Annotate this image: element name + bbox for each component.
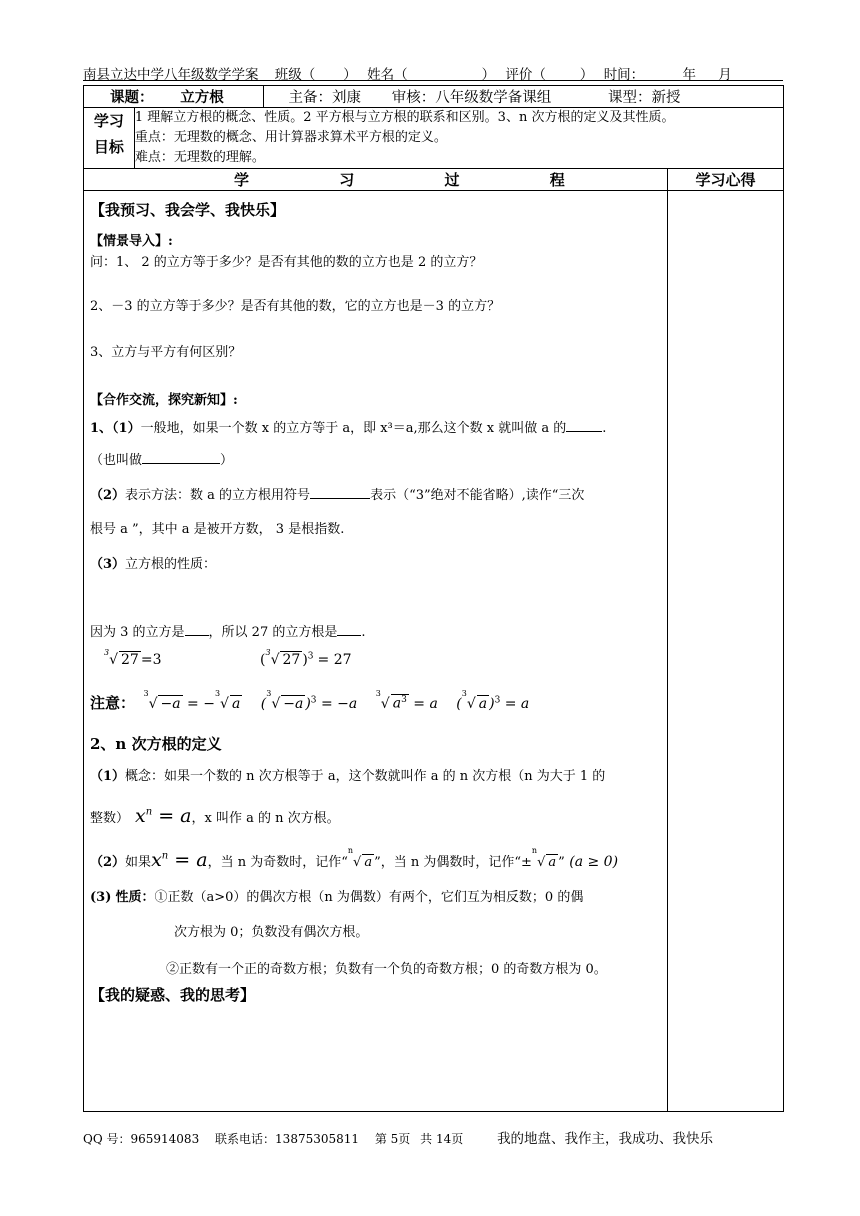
goal-line-3: 难点：无理数的理解。 bbox=[134, 150, 265, 165]
example-cube-root: $^3$√ 27 =3 bbox=[104, 648, 162, 668]
nth-property-1b: 次方根为 0；负数没有偶次方根。 bbox=[174, 925, 369, 940]
answer-blank[interactable] bbox=[185, 623, 209, 636]
phone-number: 联系电话：13875305811 bbox=[215, 1132, 360, 1146]
goals-label: 学习 目标 bbox=[84, 108, 135, 169]
year-label: 年 bbox=[682, 67, 696, 83]
nth-definition-1: （1）概念：如果一个数的 n 次方根等于 a，这个数就叫作 a 的 n 次方根（n 为大于 1 的 bbox=[90, 769, 606, 784]
class-label: 班级（ bbox=[274, 67, 316, 83]
lesson-type: 课型：新授 bbox=[608, 90, 681, 106]
nth-property-1: (3) 性质：①正数（a>0）的偶次方根（n 为偶数）有两个，它们互为相反数；0 的偶 bbox=[90, 890, 584, 905]
school-name: 南县立达中学八年级数学学案 bbox=[83, 67, 259, 83]
lesson-table bbox=[83, 85, 784, 1112]
definition-1: 1、（1）一般地，如果一个数 x 的立方等于 a，即 x³＝a,那么这个数 x 就叫做 a 的 . bbox=[90, 421, 607, 436]
nth-definition-1b: 整数） $x^n = a$，x 叫作 a 的 n 次方根。 bbox=[90, 805, 340, 827]
notes-header: 学习心得 bbox=[668, 169, 784, 191]
note-line: 注意： $^3$√ −a = −$^3$√ a ($^3$√ −a )$^3$ = −a $^3$√ $a^3 = a$ ($^3$√ a )$^3$ = a bbox=[90, 689, 530, 712]
section-explore: 【合作交流，探究新知】: bbox=[90, 393, 238, 408]
topic-label: 课题： bbox=[110, 89, 154, 106]
process-header-row bbox=[84, 169, 784, 191]
reviewer: 审核：八年级数学备课组 bbox=[391, 90, 552, 106]
because-line: 因为 3 的立方是 ，所以 27 的立方根是 . bbox=[90, 625, 366, 640]
qq-number: QQ 号：965914083 bbox=[83, 1132, 200, 1146]
question-1: 问：1、 2 的立方等于多少？是否有其他的数的立方也是 2 的立方？ bbox=[90, 255, 483, 270]
goals-row bbox=[84, 108, 784, 169]
author: 主备：刘康 bbox=[288, 90, 361, 106]
process-header: 学 习 过 程 bbox=[84, 169, 668, 191]
title-row bbox=[84, 86, 784, 108]
definition-3: （3）立方根的性质： bbox=[90, 557, 217, 572]
definition-1b: （也叫做 ） bbox=[90, 453, 234, 468]
process-row bbox=[84, 191, 784, 1112]
process-content bbox=[84, 191, 668, 1112]
goals-text bbox=[134, 108, 783, 169]
section-nth-root: 2、n 次方根的定义 bbox=[90, 735, 222, 753]
month-label: 月 bbox=[718, 67, 732, 83]
page-number: 第 5页 bbox=[374, 1132, 411, 1146]
notes-column[interactable] bbox=[668, 191, 784, 1112]
answer-blank[interactable] bbox=[337, 623, 361, 636]
eval-label: 评价（ bbox=[505, 67, 546, 83]
section-reflection: 【我的疑惑、我的思考】 bbox=[90, 986, 256, 1004]
section-preview: 【我预习、我会学、我快乐】 bbox=[90, 201, 286, 219]
question-2: 2、－3 的立方等于多少？是否有其他的数，它的立方也是－3 的立方？ bbox=[90, 299, 501, 314]
motto: 我的地盘、我作主，我成功、我快乐 bbox=[497, 1131, 714, 1147]
definition-2b: 根号 a ”，其中 a 是被开方数， 3 是根指数. bbox=[90, 522, 345, 537]
nth-property-2: ②正数有一个正的奇数方根；负数有一个负的奇数方根；0 的奇数方根为 0。 bbox=[166, 962, 607, 977]
page-header: 南县立达中学八年级数学学案 班级（ ） 姓名（ ） 评价（ ） 时间： 年 月 bbox=[83, 67, 732, 83]
answer-blank[interactable] bbox=[310, 486, 370, 499]
time-label: 时间： bbox=[603, 67, 645, 83]
goal-line-1: 1 理解立方根的概念、性质。2 平方根与立方根的联系和区别。3、n 次方根的定义及其性质。 bbox=[134, 110, 675, 125]
nth-definition-2: （2）如果$x^n = a$，当 n 为奇数时，记作“$^n$√ a ”，当 n 为偶数时，记作“±$^n$√ a ” (a ≥ 0) bbox=[90, 846, 619, 871]
header-divider bbox=[83, 80, 783, 81]
question-3: 3、立方与平方有何区别？ bbox=[90, 345, 242, 360]
page-footer bbox=[83, 1127, 713, 1147]
section-intro: 【情景导入】: bbox=[90, 234, 173, 249]
topic-title: 立方根 bbox=[180, 89, 224, 106]
name-label: 姓名（ bbox=[367, 67, 408, 83]
answer-blank[interactable] bbox=[566, 419, 602, 432]
definition-2: （2）表示方法：数 a 的立方根用符号 表示（“3”绝对不能省略）,读作“三次 bbox=[90, 488, 585, 503]
goal-line-2: 重点：无理数的概念、用计算器求算术平方根的定义。 bbox=[134, 130, 447, 145]
answer-blank[interactable] bbox=[142, 451, 220, 464]
page-total: 共 14页 bbox=[420, 1132, 464, 1146]
example-cube-root-cubed: ($^3$√ 27 )$^3$ = 27 bbox=[260, 648, 352, 668]
